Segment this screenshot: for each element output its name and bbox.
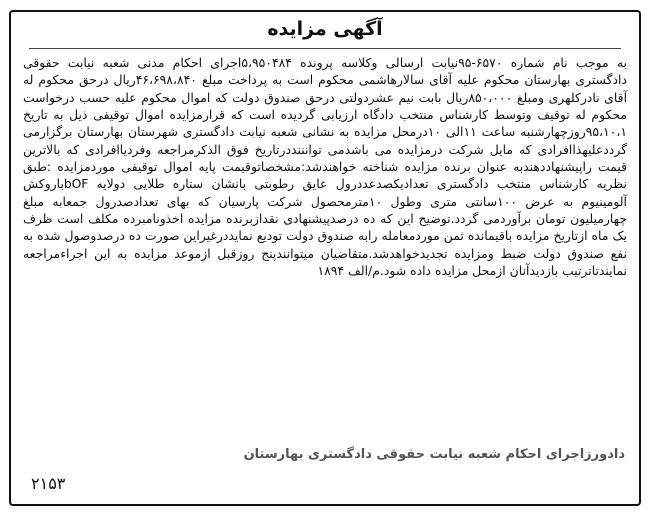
notice-title: آگهی مزایده <box>267 18 383 40</box>
notice-body: به موجب نام شماره ۶۵۷۰-۹۵نیابت ارسالی وکلاسه پرونده ۵،۹۵۰۴۸۴اجرای احکام مدنی شعبه نیابت حقوقی دادگستری بهارستان محکوم علیه آقای سالارهاشمی محکوم است به پرداخت مبلغ ۴۶،۶۹۸،۸۴۰ریال درحق محکوم له آقای نادرکلهری ومبلغ ۸۵۰،۰۰۰ریال بابت نیم عشردولتی درحق صندوق دولت که اموال محکوم علیه حسب درخواست محکوم له توقیف وتوسط کارشناس منتخب دادگاه ارزیابی گردیده است که قرارمزایده اموال توقیفی ذیل به تاریخ ۹۵،۱۰،۱روزچهارشنبه ساعت ۱۱الی ۱۰درمحل مزایده به نشانی شعبه نیابت دادگستری شهرستان بهارستان برگزارمی گرددعلیهذاافرادی که مایل شرکت درمزایده می باشدمی توانننددرتاریخ فوق الذکرمراجعه وفردیاافرادی که بالاترین قیمت راپیشنهاددهندبه عنوان برنده مزایده شناخته خواهندشد:مشخصاتوقیمت پایه اموال توقیفی موردمزایده :طبق نظریه کارشناس منتخب دادگستری تعدادیکصدعددرول عایق رطوبتی بانشان ستاره طلایی دولایه bOFباروکش آلومینیوم به عرض ۱۰۰سانتی متری وطول ۱۰مترمحصول شرکت پارسیان که بهای تعدادصدرول جمعابه مبلغ چهارمیلیون تومان برآوردمی گردد.توضیح این که ده درصدپیشنهادی نقدازبرنده مزایده اخذونامبرده مکلف است ظرف یک ماه ازتاریخ مزایده باقیمانده ثمن موردمعامله رابه صندوق دولت تودیع نمایددرغیراین صورت ده درصدوصول شده به نفع صندوق دولت ضبط ومزایده تجدیدخواهدشد.متقاضیان میتوانندپنج روزقبل ازموعد مزایده به این اجراءمراجعه نمایندتاترتیب بازدیدآنان ازمحل مزایده داده شود.م/الف ۱۸۹۴ <box>23 55 628 279</box>
title-divider <box>29 48 621 49</box>
notice-signature: دادورزاجرای احکام شعبه نیابت حقوقی دادگستری بهارستان <box>243 447 625 462</box>
notice-code: ۲۱۵۳ <box>31 474 66 493</box>
auction-notice <box>9 10 641 506</box>
